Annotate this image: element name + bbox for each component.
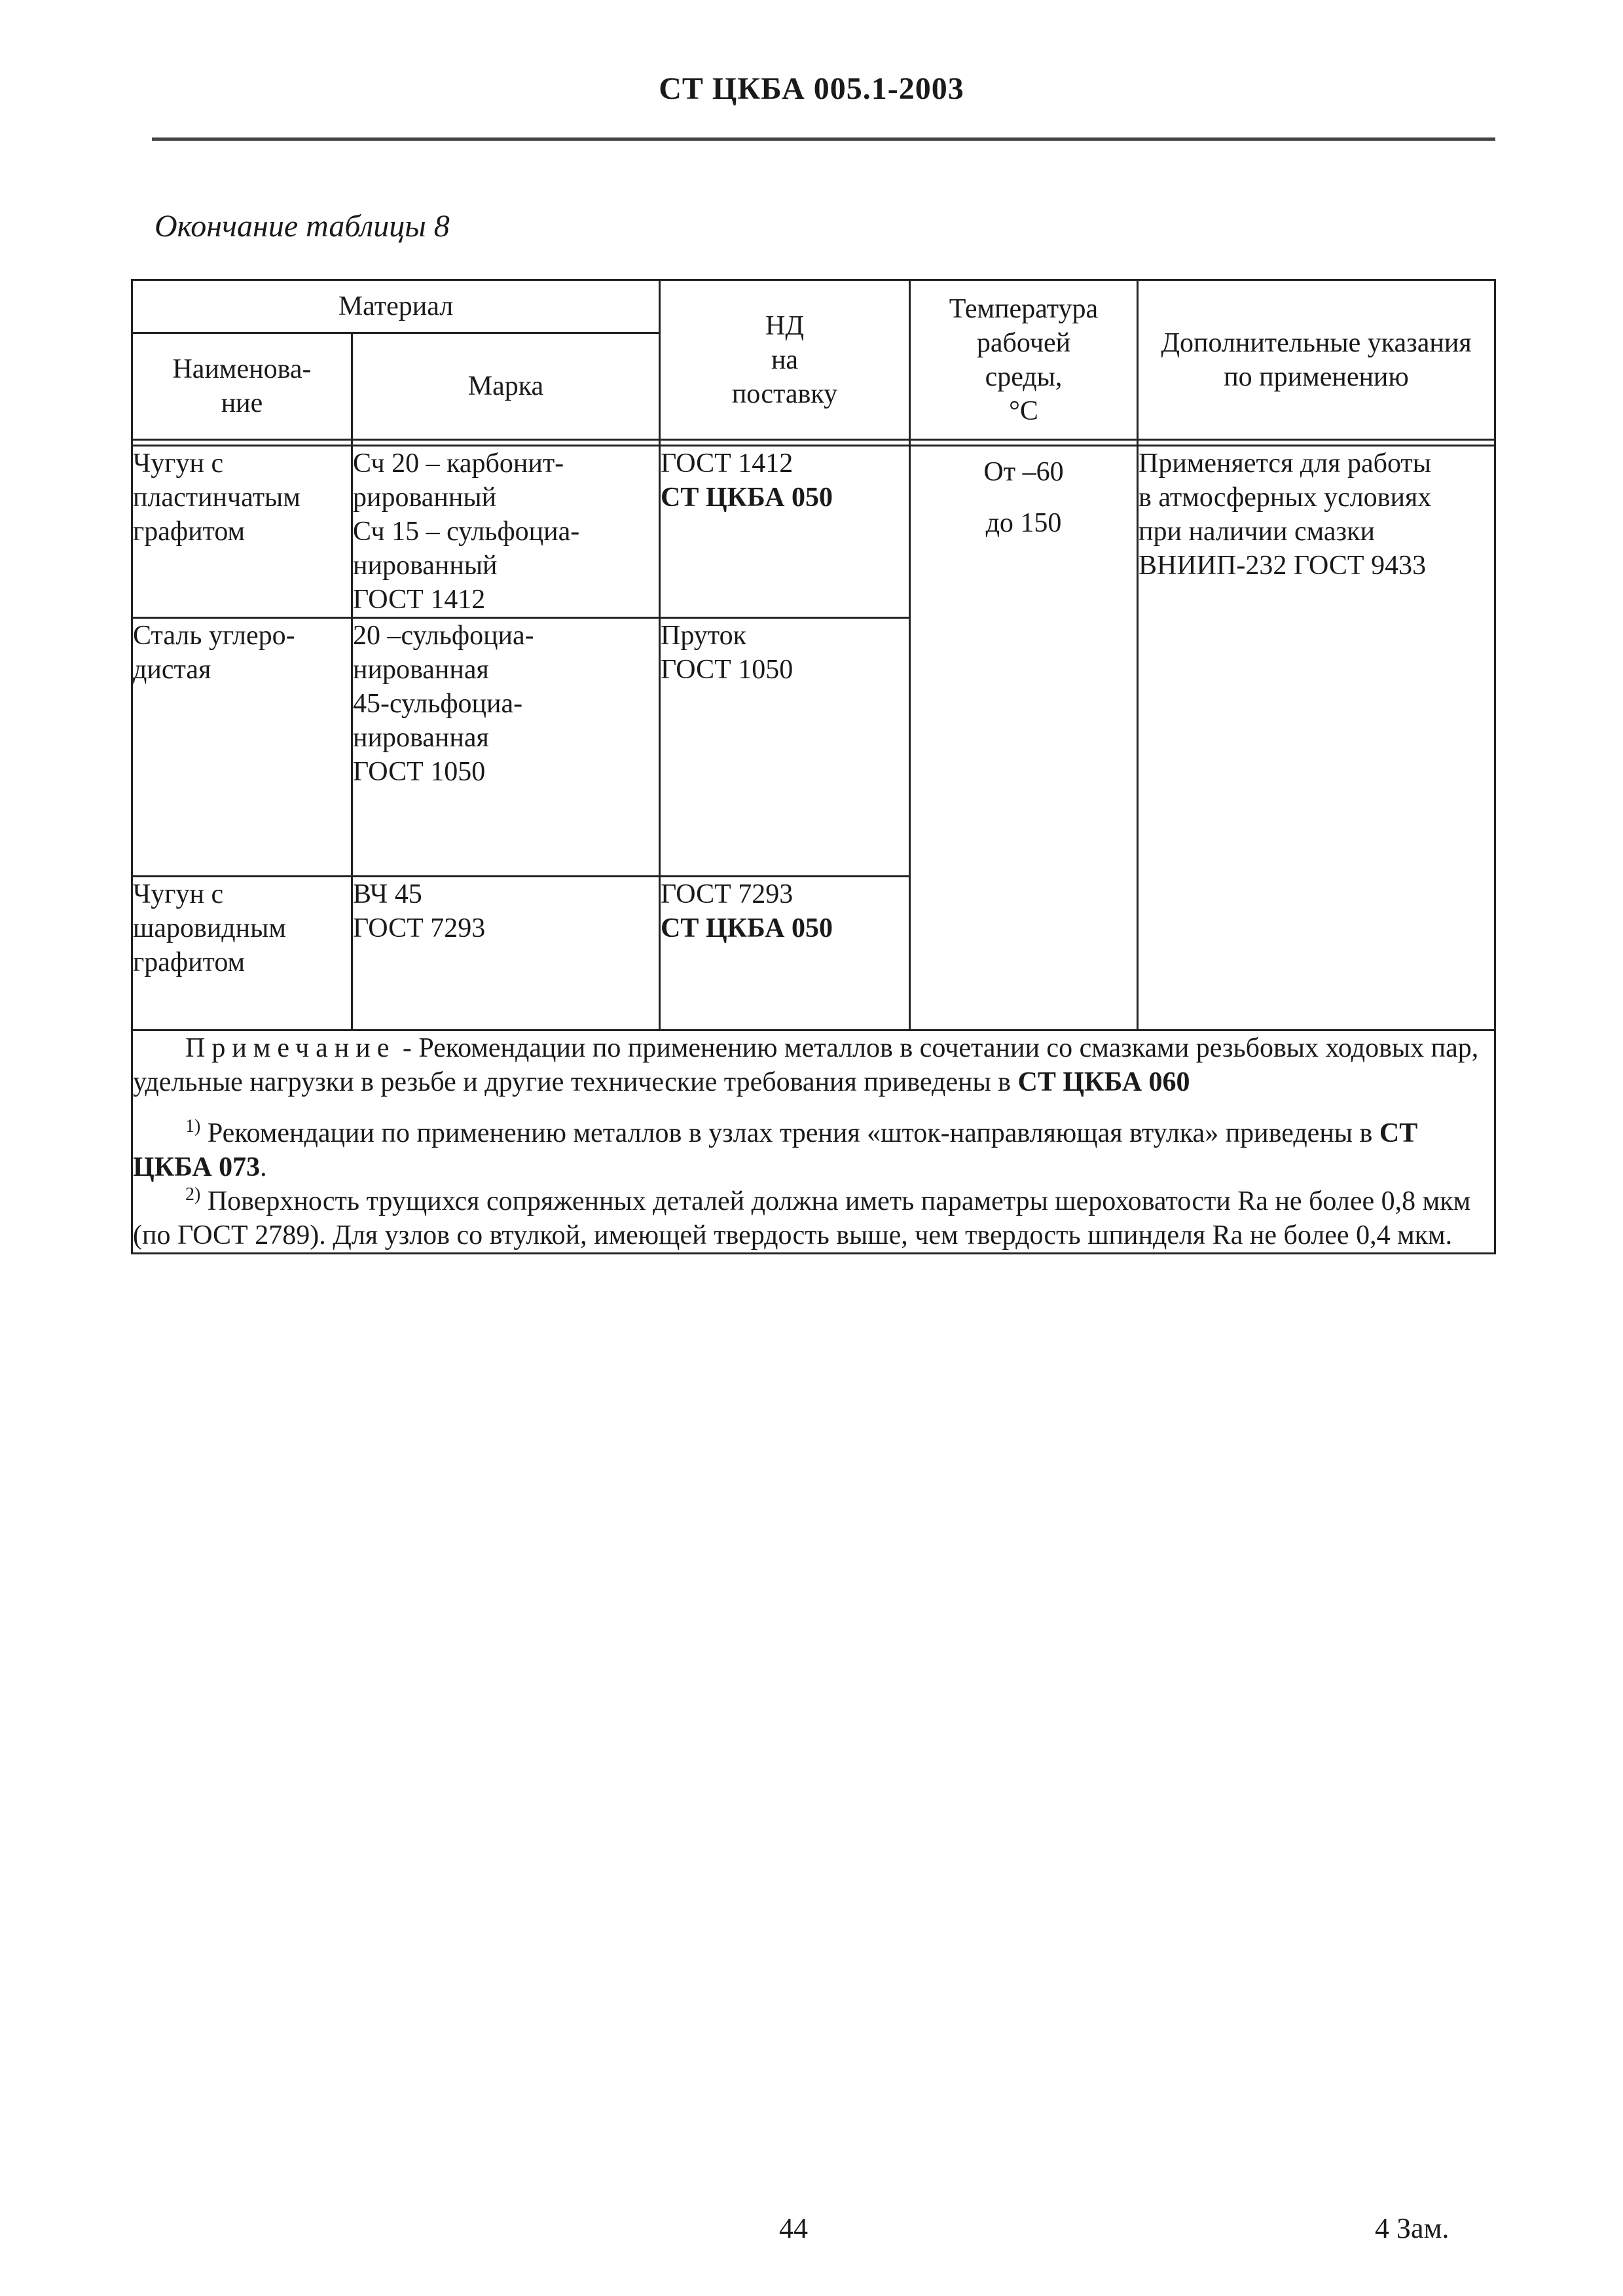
row-nd-line1: ГОСТ 7293 — [661, 879, 793, 909]
row-nd-line2: СТ ЦКБА 050 — [661, 913, 833, 943]
footnote-1 — [133, 1116, 1494, 1184]
note-gap — [133, 1099, 1494, 1116]
row-grade: 20 –сульфоциа- нированная 45-сульфоциа- нированная ГОСТ 1050 — [352, 618, 660, 877]
row-nd — [660, 618, 910, 877]
note-text: Рекомендации по применению металлов в сочетании со смазками резьбовых ходовых пар, удельные нагрузки в резьбе и другие технические требования приведены в — [133, 1033, 1479, 1097]
header-material: Материал — [132, 280, 660, 333]
note-paragraph — [133, 1031, 1494, 1099]
materials-table — [131, 279, 1496, 1254]
table-caption: Окончание таблицы 8 — [155, 209, 450, 244]
row-name: Чугун с шаровидным графитом — [132, 877, 352, 1030]
row-nd — [660, 877, 910, 1030]
note-row — [132, 1030, 1495, 1254]
row-grade: ВЧ 45 ГОСТ 7293 — [352, 877, 660, 1030]
row-name: Сталь углеро- дистая — [132, 618, 352, 877]
footnote-2-text: Поверхность трущихся сопряженных деталей должна иметь параметры шероховатости Ra не более 0,8 мкм (по ГОСТ 2789). Для узлов со втулкой, имеющей твердость выше, чем твердость шпинделя Ra не более 0,4 мкм. — [133, 1186, 1471, 1250]
row-name: Чугун с пластинчатым графитом — [132, 446, 352, 618]
row-nd-line1: ГОСТ 1412 — [661, 448, 793, 479]
temperature-cell: От –60 до 150 — [910, 446, 1138, 1030]
document-code: СТ ЦКБА 005.1-2003 — [659, 71, 964, 106]
header-nd: НД на поставку — [660, 280, 910, 440]
notes-cell: Применяется для работы в атмосферных условиях при наличии смазки ВНИИП-232 ГОСТ 9433 — [1138, 446, 1495, 1030]
header-grade: Марка — [352, 333, 660, 440]
header-notes: Дополнительные указания по применению — [1138, 280, 1495, 440]
header-rule — [152, 137, 1495, 141]
header-name: Наименова- ние — [132, 333, 352, 440]
page-number: 44 — [779, 2212, 808, 2244]
note-label: Примечание — [185, 1033, 396, 1063]
footnote-1-end: . — [260, 1152, 267, 1182]
footnote-1-mark: 1) — [185, 1116, 201, 1137]
note-ref: СТ ЦКБА 060 — [1017, 1067, 1190, 1097]
note-cell — [132, 1030, 1495, 1254]
table-row — [132, 446, 1495, 618]
row-nd — [660, 446, 910, 618]
footnote-1-text: Рекомендации по применению металлов в узлах трения «шток-направляющая втулка» приведены в — [200, 1118, 1379, 1148]
revision-mark: 4 Зам. — [1375, 2212, 1450, 2244]
row-grade: Сч 20 – карбонит- рированный Сч 15 – сульфоциа- нированный ГОСТ 1412 — [352, 446, 660, 618]
materials-table-wrap — [131, 279, 1494, 1254]
footnote-2-mark: 2) — [185, 1184, 201, 1205]
note-dash: - — [395, 1033, 419, 1063]
row-nd-line1: Пруток ГОСТ 1050 — [661, 621, 793, 685]
footnote-2 — [133, 1184, 1494, 1252]
row-nd-line2: СТ ЦКБА 050 — [661, 483, 833, 513]
footnote-1-ref: СТ ЦКБА 073 — [133, 1118, 1418, 1182]
header-separator — [132, 440, 1495, 446]
header-temperature: Температура рабочей среды, °С — [910, 280, 1138, 440]
